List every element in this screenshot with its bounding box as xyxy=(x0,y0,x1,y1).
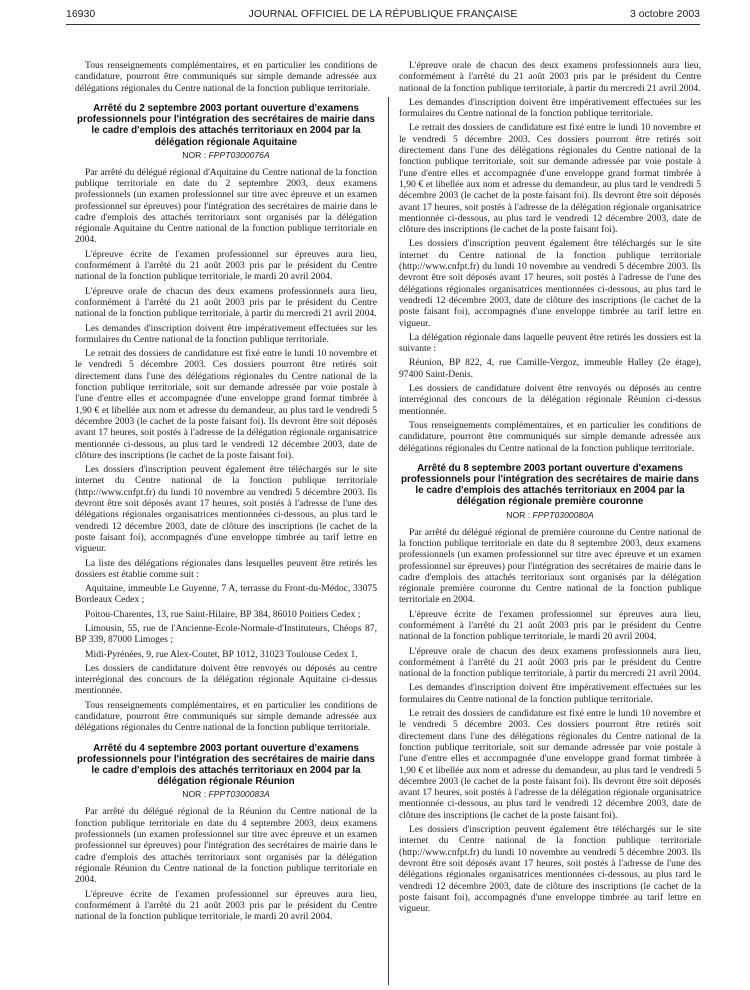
right-column xyxy=(399,60,701,978)
paragraph: L'épreuve orale de chacun des deux examens professionnels aura lieu, conformément à l'arrêté du 21 août 2003 pris par le président du Centre national de la fonction publique territoriale, à partir du mercredi 21 avril 2004. xyxy=(399,60,701,94)
paragraph: L'épreuve orale de chacun des deux examens professionnels aura lieu, conformément à l'arrêté du 21 août 2003 pris par le président du Centre national de la fonction publique territoriale, à partir du mercredi 21 avril 2004. xyxy=(399,645,701,680)
paragraph: Le retrait des dossiers de candidature est fixé entre le lundi 10 novembre et le vendredi 5 décembre 2003. Ces dossiers pourront être retirés soit directement dans l'une des délégations régionales du Centre national de la fonction publique territoriale, soit sur demande adressée par voie postale à l'une d'entre elles et accompagnée d'une enveloppe grand format timbrée à 1,90 € et libellée aux nom et adresse du demandeur, au plus tard le vendredi 5 décembre 2003 (le cachet de la poste faisant foi). Ils devront être soit déposés avant 17 heures, soit postés à l'adresse de la délégation régionale organisatrice mentionnée ci-dessous, au plus tard le vendredi 12 décembre 2003, date de clôture des inscriptions (le cachet de la poste faisant foi). xyxy=(399,708,701,821)
paragraph: L'épreuve écrite de l'examen professionnel sur épreuves aura lieu, conformément à l'arrêté du 21 août 2003 pris par le président du Centre national de la fonction publique territoriale, le mardi 20 avril 2004. xyxy=(75,888,377,923)
left-column xyxy=(75,60,377,978)
address-item: Aquitaine, immeuble Le Guyenne, 7 A, terrasse du Front-du-Médoc, 33075 Bordeaux Cedex ; xyxy=(75,583,377,606)
section-title-premiere-couronne: Arrêté du 8 septembre 2003 portant ouverture d'examens professionnels pour l'intégration des secrétaires de mairie dans le cadre d'emplois des attachés territoriaux en 2004 par la délégation régionale première couronne xyxy=(401,462,699,508)
header-rule xyxy=(66,24,700,25)
paragraph: La liste des délégations régionales dans lesquelles peuvent être retirés les dossiers est établie comme suit : xyxy=(75,557,377,580)
paragraph: Les demandes d'inscription doivent être impérativement effectuées sur les formulaires du Centre national de la fonction publique territoriale. xyxy=(399,96,701,120)
paragraph: Les dossiers d'inscription peuvent également être téléchargés sur le site internet du Centre national de la fonction publique territoriale (http://www.cnfpt.fr) du lundi 10 novembre au vendredi 5 décembre 2003. Ils devront être soit déposés avant 17 heures, soit postés à l'adresse de l'une des délégations régionales organisatrices mentionnées ci-dessous, au plus tard le vendredi 12 décembre 2003, date de clôture des inscriptions (le cachet de la poste faisant foi), accompagnés d'une enveloppe timbrée au tarif lettre en vigueur. xyxy=(75,464,377,555)
address-item: Poitou-Charentes, 13, rue Saint-Hilaire, BP 384, 86010 Poitiers Cedex ; xyxy=(85,608,361,620)
section-title-aquitaine: Arrêté du 2 septembre 2003 portant ouverture d'examens professionnels pour l'intégration des secrétaires de mairie dans le cadre d'emplois des attachés territoriaux en 2004 par la délégation régionale Aquitaine xyxy=(77,102,375,148)
paragraph: Par arrêté du délégué régional d'Aquitaine du Centre national de la fonction publique territoriale en date du 2 septembre 2003, deux examens professionnels (un examen professionnel sur titre avec épreuve et un examen professionnel sur épreuves) pour l'intégration des secrétaires de mairie dans le cadre d'emplois des attachés territoriaux sont organisés par la délégation régionale Aquitaine du Centre national de la fonction publique territoriale en 2004. xyxy=(75,166,377,246)
paragraph: Le retrait des dossiers de candidature est fixé entre le lundi 10 novembre et le vendredi 5 décembre 2003. Ces dossiers pourront être retirés soit directement dans l'une des délégations régionales du Centre national de la fonction publique territoriale, soit sur demande adressée par voie postale à l'une d'entre elles et accompagnée d'une enveloppe grand format timbrée à 1,90 € et libellée aux nom et adresse du demandeur, au plus tard le vendredi 5 décembre 2003 (le cachet de la poste faisant foi). Ils devront être soit déposés avant 17 heures, soit postés à l'adresse de la délégation régionale organisatrice mentionnée ci-dessous, au plus tard le vendredi 12 décembre 2003, date de clôture des inscriptions (le cachet de la poste faisant foi). xyxy=(75,348,377,461)
nor-code: FPPT0300080A xyxy=(532,509,594,520)
intro-paragraph: Tous renseignements complémentaires, et en particulier les conditions de candidature, pourront être communiqués sur simple demande adressée aux délégations régionales du Centre national de la fonction publique territoriale. xyxy=(75,60,377,94)
nor-label: NOR : xyxy=(182,789,207,800)
paragraph: Les dossiers de candidature doivent être renvoyés ou déposés au centre interrégional des concours de la délégation régionale Réunion ci-dessus mentionnée. xyxy=(399,383,701,417)
column-divider xyxy=(388,97,389,985)
nor-code: FPPT0300083A xyxy=(208,789,270,800)
paragraph: Les dossiers de candidature doivent être renvoyés ou déposés au centre interrégional des concours de la délégation régionale Aquitaine ci-dessus mentionnée. xyxy=(75,662,377,697)
nor-code: FPPT0300076A xyxy=(208,149,270,160)
paragraph: La délégation régionale dans laquelle peuvent être retirés les dossiers est la suivante : xyxy=(399,331,701,355)
paragraph: Les demandes d'inscription doivent être impérativement effectuées sur les formulaires du Centre national de la fonction publique territoriale. xyxy=(399,682,701,705)
address-item: Limousin, 55, rue de l'Ancienne-Ecole-Normale-d'Instituteurs, Chéops 87, BP 339, 87000 Limoges ; xyxy=(75,622,377,646)
page-header xyxy=(66,6,700,22)
paragraph: Par arrêté du délégué régional de première couronne du Centre national de la fonction publique territoriale en date du 8 septembre 2003, deux examens professionnels (un examen professionnel sur titre avec épreuve et un examen professionnel sur épreuves) pour l'intégration des secrétaires de mairie dans le cadre d'emplois des attachés territoriaux sont organisés par la délégation régionale première couronne du Centre national de la fonction publique territoriale en 2004. xyxy=(399,526,701,606)
paragraph: L'épreuve orale de chacun des deux examens professionnels aura lieu, conformément à l'arrêté du 21 août 2003 pris par le président du Centre national de la fonction publique territoriale, à partir du mercredi 21 avril 2004. xyxy=(75,285,377,320)
section-title-reunion: Arrêté du 4 septembre 2003 portant ouverture d'examens professionnels pour l'intégration des secrétaires de mairie dans le cadre d'emplois des attachés territoriaux en 2004 par la délégation régionale Réunion xyxy=(77,742,375,788)
paragraph: Tous renseignements complémentaires, et en particulier les conditions de candidature, pourront être communiqués sur simple demande adressée aux délégations régionales du Centre national de la fonction publique territoriale. xyxy=(399,419,701,454)
nor-reference-aquitaine xyxy=(75,150,377,161)
paragraph: Par arrêté du délégué régional de la Réunion du Centre national de la fonction publique territoriale en date du 4 septembre 2003, deux examens professionnels (un examen professionnel sur titre avec épreuve et un examen professionnel sur épreuves) pour l'intégration des secrétaires de mairie dans le cadre d'emplois des attachés territoriaux sont organisés par la délégation régionale Réunion du Centre national de la fonction publique territoriale en 2004. xyxy=(75,806,377,886)
paragraph: L'épreuve écrite de l'examen professionnel sur épreuves aura lieu, conformément à l'arrêté du 21 août 2003 pris par le président du Centre national de la fonction publique territoriale, le mardi 20 avril 2004. xyxy=(75,248,377,283)
nor-reference-reunion xyxy=(75,789,377,800)
paragraph: Les dossiers d'inscription peuvent également être téléchargés sur le site internet du Centre national de la fonction publique territoriale (http://www.cnfpt.fr) du lundi 10 novembre au vendredi 5 décembre 2003. Ils devront être soit déposés avant 17 heures, soit postés à l'adresse de l'une des délégations régionales organisatrices mentionnées ci-dessous, au plus tard le vendredi 12 décembre 2003, date de clôture des inscriptions (le cachet de la poste faisant foi), accompagnés d'une enveloppe timbrée au tarif lettre en vigueur. xyxy=(399,238,701,329)
paragraph: Tous renseignements complémentaires, et en particulier les conditions de candidature, pourront être communiqués sur simple demande adressée aux délégations régionales du Centre national de la fonction publique territoriale. xyxy=(75,699,377,734)
paragraph: L'épreuve écrite de l'examen professionnel sur épreuves aura lieu, conformément à l'arrêté du 21 août 2003 pris par le président du Centre national de la fonction publique territoriale, le mardi 20 avril 2004. xyxy=(399,608,701,643)
paragraph: Les demandes d'inscription doivent être impérativement effectuées sur les formulaires du Centre national de la fonction publique territoriale. xyxy=(75,322,377,345)
paragraph: Le retrait des dossiers de candidature est fixé entre le lundi 10 novembre et le vendredi 5 décembre 2003. Ces dossiers pourront être retirés soit directement dans l'une des délégations régionales du Centre national de la fonction publique territoriale, soit sur demande adressée par voie postale à l'une d'entre elles et accompagnée d'une enveloppe grand format timbrée à 1,90 € et libellée aux nom et adresse du demandeur, au plus tard le vendredi 5 décembre 2003 (le cachet de la poste faisant foi). Ils devront être soit déposés avant 17 heures, soit postés à l'adresse de la délégation régionale organisatrice mentionnée ci-dessous, au plus tard le vendredi 12 décembre 2003, date de clôture des inscriptions (le cachet de la poste faisant foi). xyxy=(399,122,701,236)
nor-reference-premiere-couronne xyxy=(399,510,701,521)
address-item: Midi-Pyrénées, 9, rue Alex-Coutet, BP 1012, 31023 Toulouse Cedex 1. xyxy=(85,648,358,660)
journal-title: JOURNAL OFFICIEL DE LA RÉPUBLIQUE FRANÇAISE xyxy=(248,8,518,20)
page-number: 16930 xyxy=(66,8,96,20)
publication-date: 3 octobre 2003 xyxy=(629,8,700,20)
nor-label: NOR : xyxy=(182,149,207,160)
paragraph: Les dossiers d'inscription peuvent également être téléchargés sur le site internet du Centre national de la fonction publique territoriale (http://www.cnfpt.fr) du lundi 10 novembre au vendredi 5 décembre 2003. Ils devront être soit déposés avant 17 heures, soit postés à l'adresse de l'une des délégations régionales organisatrices mentionnées ci-dessous, au plus tard le vendredi 12 décembre 2003, date de clôture des inscriptions (le cachet de la poste faisant foi), accompagnés d'une enveloppe timbrée au tarif lettre en vigueur. xyxy=(399,824,701,915)
address-item: Réunion, BP 822, 4, rue Camille-Vergoz, immeuble Halley (2e étage), 97400 Saint-Denis. xyxy=(399,357,701,380)
nor-label: NOR : xyxy=(506,509,531,520)
